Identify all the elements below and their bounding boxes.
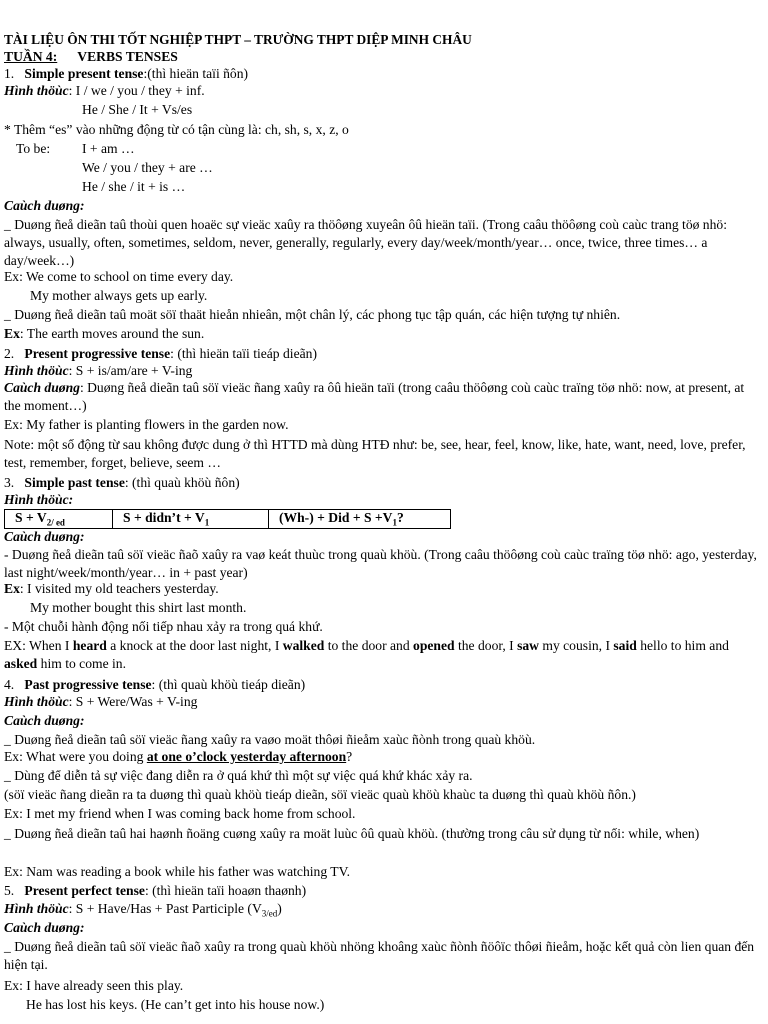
s3-form-label: Hình thöùc: xyxy=(4,492,74,507)
section-name: Simple past tense xyxy=(24,475,125,490)
ex-text: the door, I xyxy=(454,638,518,653)
ex-label: Ex xyxy=(4,581,20,596)
ex-text: hello to him and xyxy=(636,638,729,653)
usage-label: Caùch duøng xyxy=(4,198,80,213)
section-vn: : (thì quaù khöù tieáp dieãn) xyxy=(151,677,306,692)
cell-sub: 2/ ed xyxy=(46,517,65,528)
s3-example-1 xyxy=(4,580,219,598)
document-title: TÀI LIỆU ÔN THI TỐT NGHIỆP THPT – TRƯỜNG THPT DIỆP MINH CHÂU xyxy=(4,32,472,47)
s1-form-line-2: He / She / It + Vs/es xyxy=(82,102,193,117)
ex-end: ? xyxy=(346,749,353,764)
section-4-heading xyxy=(4,676,305,694)
section-vn: :(thì hieän taïi ñôn) xyxy=(143,66,249,81)
s1-note: * Thêm “es” vào những động từ có tận cùng là: ch, sh, s, x, z, o xyxy=(4,122,349,137)
cell-end: ? xyxy=(397,510,404,525)
s4-usage-3: (söï vieäc ñang dieãn ra ta duøng thì quaù khöù tieáp dieãn, söï vieäc quaù khöù khaùc ta duøng thì quaù khöù ñôn.) xyxy=(4,787,636,802)
s4-usage-2: _ Dùng để diễn tả sự việc đang diễn ra ở quá khứ thì một sự việc quá khứ khác xảy ra. xyxy=(4,768,473,783)
tobe-line-2: We / you / they + are … xyxy=(82,160,213,175)
section-name: Present perfect tense xyxy=(24,883,145,898)
form-sub: 3/ed xyxy=(261,908,278,919)
ex-text: Ex: What were you doing xyxy=(4,749,147,764)
ex-text: : The earth moves around the sun. xyxy=(19,326,205,341)
question-form-cell xyxy=(269,510,451,529)
section-vn: : (thì hieän taïi hoaøn thaønh) xyxy=(144,883,307,898)
tobe-line-3: He / she / it + is … xyxy=(82,179,186,194)
s4-form xyxy=(4,693,197,711)
simple-past-form-table xyxy=(4,509,451,529)
ex-text: EX: When I xyxy=(4,638,73,653)
s4-example-2: Ex: I met my friend when I was coming back home from school. xyxy=(4,806,356,821)
ex-verb: said xyxy=(613,638,637,653)
usage-label: Caùch duøng xyxy=(4,920,80,935)
usage-text: : Duøng ñeå dieãn taû söï vieäc ñang xaûy ra ôû hieän taïi (trong caâu thöôøng coù caùc traïng töø nhö: now, at present, at the moment…) xyxy=(4,380,745,413)
form-text: : I / we / you / they + inf. xyxy=(68,83,205,98)
ex-label: Ex xyxy=(4,326,20,341)
form-label: Hình thöùc xyxy=(4,901,69,916)
section-vn: : (thì quaù khöù ñôn) xyxy=(124,475,240,490)
section-name: Present progressive tense xyxy=(24,346,171,361)
s5-example-1: Ex: I have already seen this play. xyxy=(4,978,184,993)
cell-sub: 1 xyxy=(392,517,397,528)
cell-sub: 1 xyxy=(204,517,210,528)
s4-usage-1: _ Duøng ñeå dieãn taû söï vieäc ñang xaûy ra vaøo moät thôøi ñieåm xaùc ñònh trong quaù khöù. xyxy=(4,732,536,747)
ex-verb: opened xyxy=(413,638,455,653)
ex-text: a knock at the door last night, I xyxy=(106,638,283,653)
form-label: Hình thöùc xyxy=(4,83,69,98)
s5-usage-label: Caùch duøng: xyxy=(4,920,85,935)
ex-text: to the door and xyxy=(324,638,414,653)
s1-usage-2: _ Duøng ñeå dieãn taû moät söï thaät hieån nhieân, một chân lý, các phong tục tập quán, các hiện tượng tự nhiên. xyxy=(4,307,621,322)
form-label: Hình thöùc xyxy=(4,694,69,709)
ex-verb: walked xyxy=(282,638,325,653)
usage-label: Caùch duøng xyxy=(4,380,80,395)
s5-usage-1: _ Duøng ñeå dieãn taû söï vieäc ñaõ xaûy ra trong quaù khöù nhöng khoâng xaùc ñònh ñöôïc thôøi ñieåm, hoặc kết quả còn lien quan đến hiện tại. xyxy=(4,939,755,972)
s4-usage-label: Caùch duøng: xyxy=(4,713,85,728)
cell-main: (Wh-) + Did + S +V xyxy=(279,510,393,525)
section-number: 4. xyxy=(4,677,15,692)
table-row xyxy=(5,510,451,529)
section-number: 3. xyxy=(4,475,15,490)
s4-example-3: Ex: Nam was reading a book while his father was watching TV. xyxy=(4,864,351,879)
s1-example-1: Ex: We come to school on time every day. xyxy=(4,269,234,284)
section-3-heading xyxy=(4,474,240,492)
form-end: ) xyxy=(277,901,282,916)
s1-usage-1: _ Duøng ñeå dieãn taû thoùi quen hoaëc sự vieäc xaûy ra thöôøng xuyeân ôû hieän taïi. (Trong caâu thöôøng coù caùc trang töø nhö: always, usually, often, sometimes, seldom, never, generally, regularly, every day/week/month/year… once, twice, three times… a day/week…) xyxy=(4,217,727,268)
form-text: : S + Have/Has + Past Participle (V xyxy=(68,901,262,916)
usage-label: Caùch duøng xyxy=(4,529,80,544)
s1-usage-label: Caùch duøng: xyxy=(4,198,85,213)
s2-usage xyxy=(4,379,764,415)
section-2-heading xyxy=(4,345,317,363)
section-vn: : (thì hieän taïi tieáp dieãn) xyxy=(170,346,317,361)
s1-example-3 xyxy=(4,325,204,343)
usage-label: Caùch duøng xyxy=(4,713,80,728)
s2-note: Note: một số động từ sau không được dung ở thì HTTD mà dùng HTĐ như: be, see, hear, feel, know, like, hate, want, need, love, prefer, test, remember, forget, believe, seem … xyxy=(4,437,746,470)
s2-example: Ex: My father is planting flowers in the garden now. xyxy=(4,417,289,432)
ex-verb: asked xyxy=(4,656,38,671)
section-5-heading xyxy=(4,882,306,900)
cell-main: S + V xyxy=(15,510,47,525)
s3-example-3 xyxy=(4,637,764,673)
section-number: 1. xyxy=(4,66,15,81)
cell-main: S + didn’t + V xyxy=(123,510,205,525)
affirmative-form-cell xyxy=(5,510,113,529)
ex-text: : I visited my old teachers yesterday. xyxy=(19,581,219,596)
s5-example-2: He has lost his keys. (He can’t get into his house now.) xyxy=(26,997,325,1012)
ex-text: my cousin, I xyxy=(538,638,614,653)
s3-example-2: My mother bought this shirt last month. xyxy=(30,600,247,615)
section-number: 5. xyxy=(4,883,15,898)
s3-usage-label: Caùch duøng: xyxy=(4,529,85,544)
section-name: Past progressive tense xyxy=(24,677,152,692)
s1-example-2: My mother always gets up early. xyxy=(30,288,208,303)
s2-form xyxy=(4,362,192,380)
s3-usage-1: - Duøng ñeå dieãn taû söï vieäc ñaõ xaûy ra vaø keát thuùc trong quaù khöù. (Trong caâu thöôøng coù caùc traïng töø nhö: ago, yesterday, last night/week/month/year… in + past year) xyxy=(4,547,757,580)
s1-form-line-1 xyxy=(4,82,205,100)
week-label: TUẦN 4: xyxy=(4,49,58,64)
tobe-line-1: I + am … xyxy=(82,141,135,156)
section-number: 2. xyxy=(4,346,15,361)
form-label: Hình thöùc xyxy=(4,363,69,378)
topic-title: VERBS TENSES xyxy=(77,49,178,64)
form-text: : S + is/am/are + V-ing xyxy=(68,363,193,378)
ex-text: him to come in. xyxy=(37,656,126,671)
form-text: : S + Were/Was + V-ing xyxy=(68,694,198,709)
negative-form-cell xyxy=(113,510,269,529)
ex-verb: saw xyxy=(517,638,539,653)
s3-usage-2: - Một chuỗi hành động nối tiếp nhau xảy ra trong quá khứ. xyxy=(4,619,323,634)
form-label: Hình thöùc xyxy=(4,492,69,507)
section-1-heading xyxy=(4,65,248,83)
s4-example-1 xyxy=(4,748,352,766)
ex-verb: heard xyxy=(72,638,107,653)
ex-time-phrase: at one o’clock yesterday afternoon xyxy=(146,749,347,764)
s4-usage-4: _ Duøng ñeå dieãn taû hai haønh ñoäng cuøng xaûy ra moät luùc ôû quaù khöù. (thường trong câu sử dụng từ nối: while, when) xyxy=(4,826,700,841)
week-heading xyxy=(4,48,178,66)
tobe-label: To be: xyxy=(16,141,51,156)
section-name: Simple present tense xyxy=(24,66,144,81)
